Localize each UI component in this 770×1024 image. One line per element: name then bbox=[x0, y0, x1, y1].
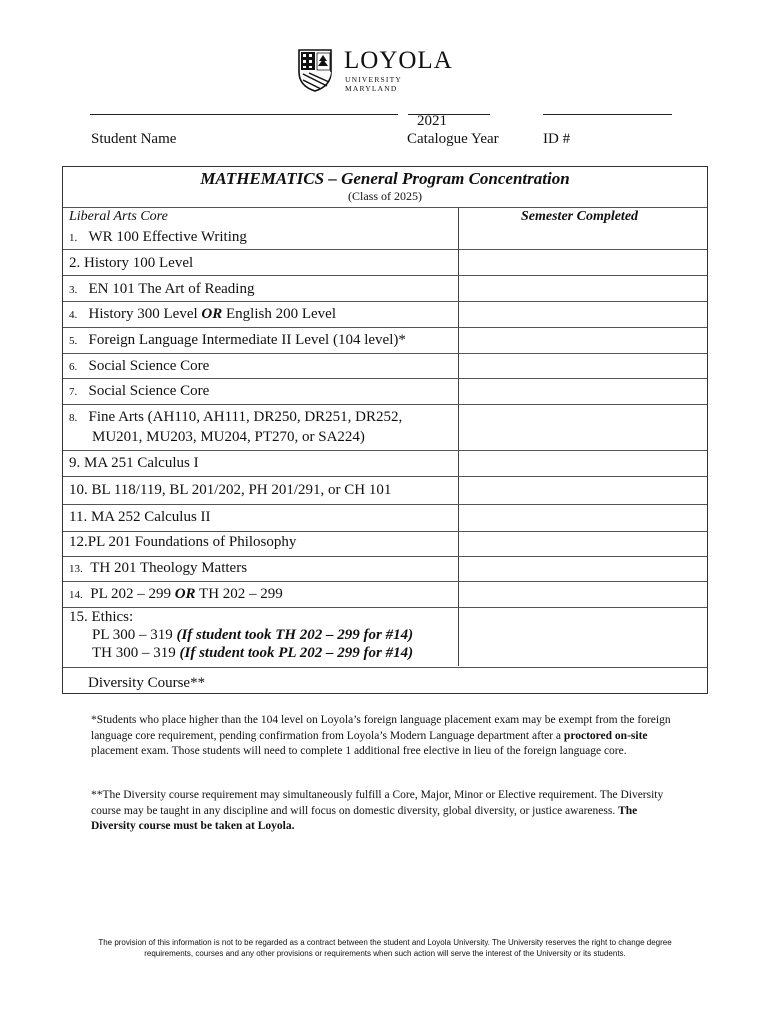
diversity-course: Diversity Course** bbox=[88, 675, 206, 691]
row-number: 1. bbox=[69, 232, 78, 244]
table-row bbox=[69, 560, 247, 577]
course-name: 12.PL 201 Foundations of Philosophy bbox=[69, 534, 297, 550]
row-divider bbox=[63, 531, 707, 532]
table-row bbox=[69, 609, 133, 626]
course-name: Fine Arts (AH110, AH111, DR250, DR251, DR252, bbox=[88, 409, 403, 425]
student-name-label: Student Name bbox=[91, 131, 177, 147]
row-divider bbox=[63, 378, 707, 379]
crest-icon bbox=[297, 46, 333, 92]
table-row bbox=[69, 534, 296, 551]
student-name-line[interactable] bbox=[90, 114, 398, 115]
catalogue-year-label: Catalogue Year bbox=[407, 131, 499, 147]
row-divider bbox=[63, 476, 707, 477]
course-name: WR 100 Effective Writing bbox=[88, 229, 247, 245]
table-title: MATHEMATICS – General Program Concentration bbox=[200, 169, 570, 188]
table-row bbox=[69, 509, 211, 526]
or-keyword: OR bbox=[201, 306, 223, 322]
table-row bbox=[69, 255, 193, 272]
disclaimer: The provision of this information is not to be regarded as a contract between the student and Loyola University. The University reserves the right to change degree requirements, courses and any other provisions or requirements when such action will serve the interest of the University or its students. bbox=[98, 938, 672, 958]
row-number: 6. bbox=[69, 361, 78, 373]
table-row bbox=[69, 358, 209, 375]
course-name: History 300 Level bbox=[88, 306, 202, 322]
course-name: 2. History 100 Level bbox=[69, 255, 194, 271]
row-divider bbox=[63, 607, 707, 608]
course-name: TH 201 Theology Matters bbox=[90, 560, 248, 576]
row-divider bbox=[63, 207, 707, 208]
course-name-alt: TH 202 – 299 bbox=[195, 586, 283, 602]
logo-wordmark: LOYOLA bbox=[344, 47, 453, 74]
course-name: TH 300 – 319 bbox=[92, 645, 180, 661]
liberal-arts-core-header: Liberal Arts Core bbox=[69, 209, 168, 224]
table-row-continuation bbox=[92, 429, 365, 446]
row-number: 8. bbox=[69, 412, 78, 424]
table-row-continuation bbox=[92, 645, 413, 662]
table-row bbox=[69, 455, 199, 472]
row-divider bbox=[63, 249, 707, 250]
table-row bbox=[69, 281, 254, 298]
id-label: ID # bbox=[543, 131, 571, 147]
note-bold: proctored on-site bbox=[563, 729, 648, 742]
course-condition: (If student took PL 202 – 299 for #14) bbox=[179, 645, 414, 661]
row-divider bbox=[63, 556, 707, 557]
row-number: 13. bbox=[69, 563, 83, 575]
course-name-alt: English 200 Level bbox=[222, 306, 336, 322]
course-name: 15. Ethics: bbox=[69, 609, 134, 625]
row-divider bbox=[63, 667, 707, 668]
row-divider bbox=[63, 450, 707, 451]
course-name: PL 300 – 319 bbox=[92, 627, 177, 643]
course-name: EN 101 The Art of Reading bbox=[88, 281, 255, 297]
table-row bbox=[69, 409, 402, 426]
course-name: 10. BL 118/119, BL 201/202, PH 201/291, or CH 101 bbox=[69, 482, 392, 498]
course-name: 11. MA 252 Calculus II bbox=[69, 509, 211, 525]
table-row bbox=[69, 482, 391, 499]
row-number: 4. bbox=[69, 309, 78, 321]
row-divider bbox=[63, 404, 707, 405]
university-logo bbox=[297, 46, 457, 94]
row-divider bbox=[63, 504, 707, 505]
catalogue-year-value: 2021 bbox=[417, 113, 447, 129]
course-name: Social Science Core bbox=[88, 358, 210, 374]
table-row bbox=[69, 306, 336, 323]
note-text: *Students who place higher than the 104 level on Loyola’s foreign language placement exam may be exempt from the foreign language core requirement, pending confirmation from Loyola’s Modern Language department after a bbox=[91, 714, 671, 742]
row-divider bbox=[63, 327, 707, 328]
course-name: MU201, MU203, MU204, PT270, or SA224) bbox=[92, 429, 365, 445]
row-divider bbox=[63, 275, 707, 276]
logo-subtitle: UNIVERSITY MARYLAND bbox=[345, 75, 402, 93]
row-number: 5. bbox=[69, 335, 78, 347]
footnote-foreign-language bbox=[91, 713, 681, 760]
row-number: 7. bbox=[69, 386, 78, 398]
table-row bbox=[69, 332, 406, 349]
course-name: PL 202 – 299 bbox=[90, 586, 175, 602]
table-row-continuation bbox=[92, 627, 413, 644]
table-row bbox=[69, 586, 283, 603]
table-subtitle: (Class of 2025) bbox=[348, 189, 422, 203]
table-row bbox=[69, 229, 247, 246]
footnote-diversity bbox=[91, 788, 681, 835]
course-name: Social Science Core bbox=[88, 383, 210, 399]
course-name: Foreign Language Intermediate II Level (104 level)* bbox=[88, 332, 406, 348]
row-divider bbox=[63, 301, 707, 302]
note-text: **The Diversity course requirement may simultaneously fulfill a Core, Major, Minor or Elective requirement. The Diversity course may be taught in any discipline and will focus on domestic diversity, global diversity, or justice awareness. bbox=[91, 789, 664, 817]
note-bold: The Diversity course must be taken at Loyola. bbox=[91, 804, 638, 832]
table-row bbox=[88, 675, 205, 692]
semester-completed-header: Semester Completed bbox=[521, 209, 639, 224]
requirements-table bbox=[62, 166, 708, 694]
or-keyword: OR bbox=[174, 586, 196, 602]
note-text: placement exam. Those students will need to complete 1 additional free elective in lieu of the foreign language core. bbox=[91, 745, 627, 757]
row-divider bbox=[63, 581, 707, 582]
course-condition: (If student took TH 202 – 299 for #14) bbox=[176, 627, 414, 643]
course-name: 9. MA 251 Calculus I bbox=[69, 455, 199, 471]
table-row bbox=[69, 383, 209, 400]
row-number: 14. bbox=[69, 589, 83, 601]
id-line[interactable] bbox=[543, 114, 672, 115]
row-number: 3. bbox=[69, 284, 78, 296]
row-divider bbox=[63, 353, 707, 354]
